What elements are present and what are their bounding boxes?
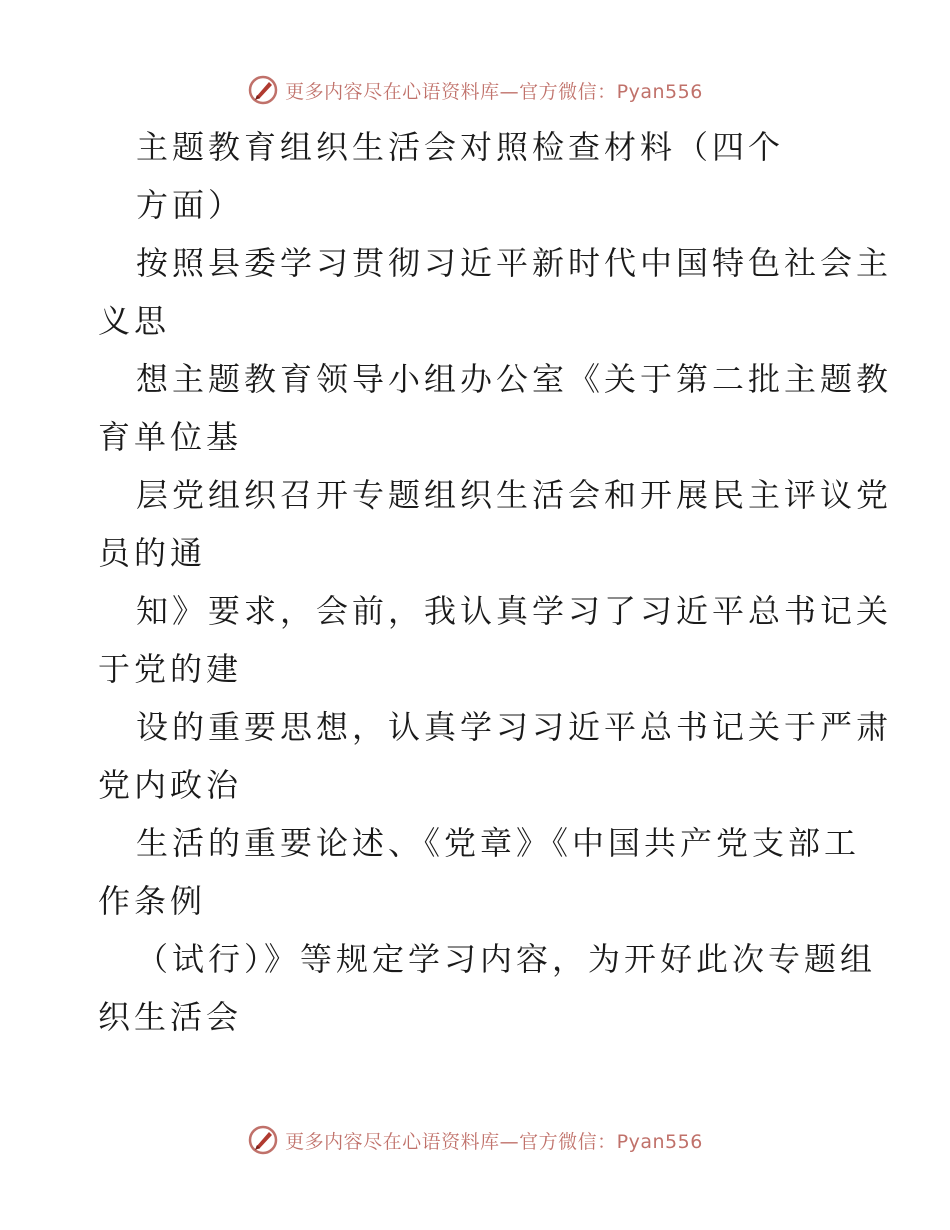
paragraph-line: （试行）》等规定学习内容，为开好此次专题组 xyxy=(136,940,877,978)
paragraph-line: 育单位基 xyxy=(98,418,243,456)
header-banner-text: 更多内容尽在心语资料库—官方微信：Pyan556 xyxy=(285,80,703,103)
quill-pen-logo-icon xyxy=(247,1124,279,1156)
paragraph-line: 生活的重要论述、《党章》《中国共产党支部工 xyxy=(136,824,861,862)
document-body xyxy=(0,118,950,1046)
footer-banner xyxy=(0,1120,950,1160)
paragraph-line: 层党组织召开专题组织生活会和开展民主评议党 xyxy=(136,476,893,514)
quill-pen-logo-icon xyxy=(247,74,279,106)
paragraph-line: 党内政治 xyxy=(98,766,243,804)
paragraph-line: 设的重要思想，认真学习习近平总书记关于严肃 xyxy=(136,708,893,746)
paragraph-line: 按照县委学习贯彻习近平新时代中国特色社会主 xyxy=(136,244,893,282)
paragraph-line: 义思 xyxy=(98,302,171,340)
paragraph-line: 知》要求，会前，我认真学习了习近平总书记关 xyxy=(136,592,893,630)
header-banner xyxy=(0,70,950,110)
document-title-line-2: 方面） xyxy=(136,186,245,224)
paragraph-line: 想主题教育领导小组办公室《关于第二批主题教 xyxy=(136,360,893,398)
paragraph-line: 于党的建 xyxy=(98,650,243,688)
paragraph-line: 作条例 xyxy=(98,882,207,920)
document-title-line-1: 主题教育组织生活会对照检查材料（四个 xyxy=(136,128,785,166)
paragraph-line: 员的通 xyxy=(98,534,207,572)
paragraph-line: 织生活会 xyxy=(98,998,243,1036)
footer-banner-text: 更多内容尽在心语资料库—官方微信：Pyan556 xyxy=(285,1130,703,1153)
